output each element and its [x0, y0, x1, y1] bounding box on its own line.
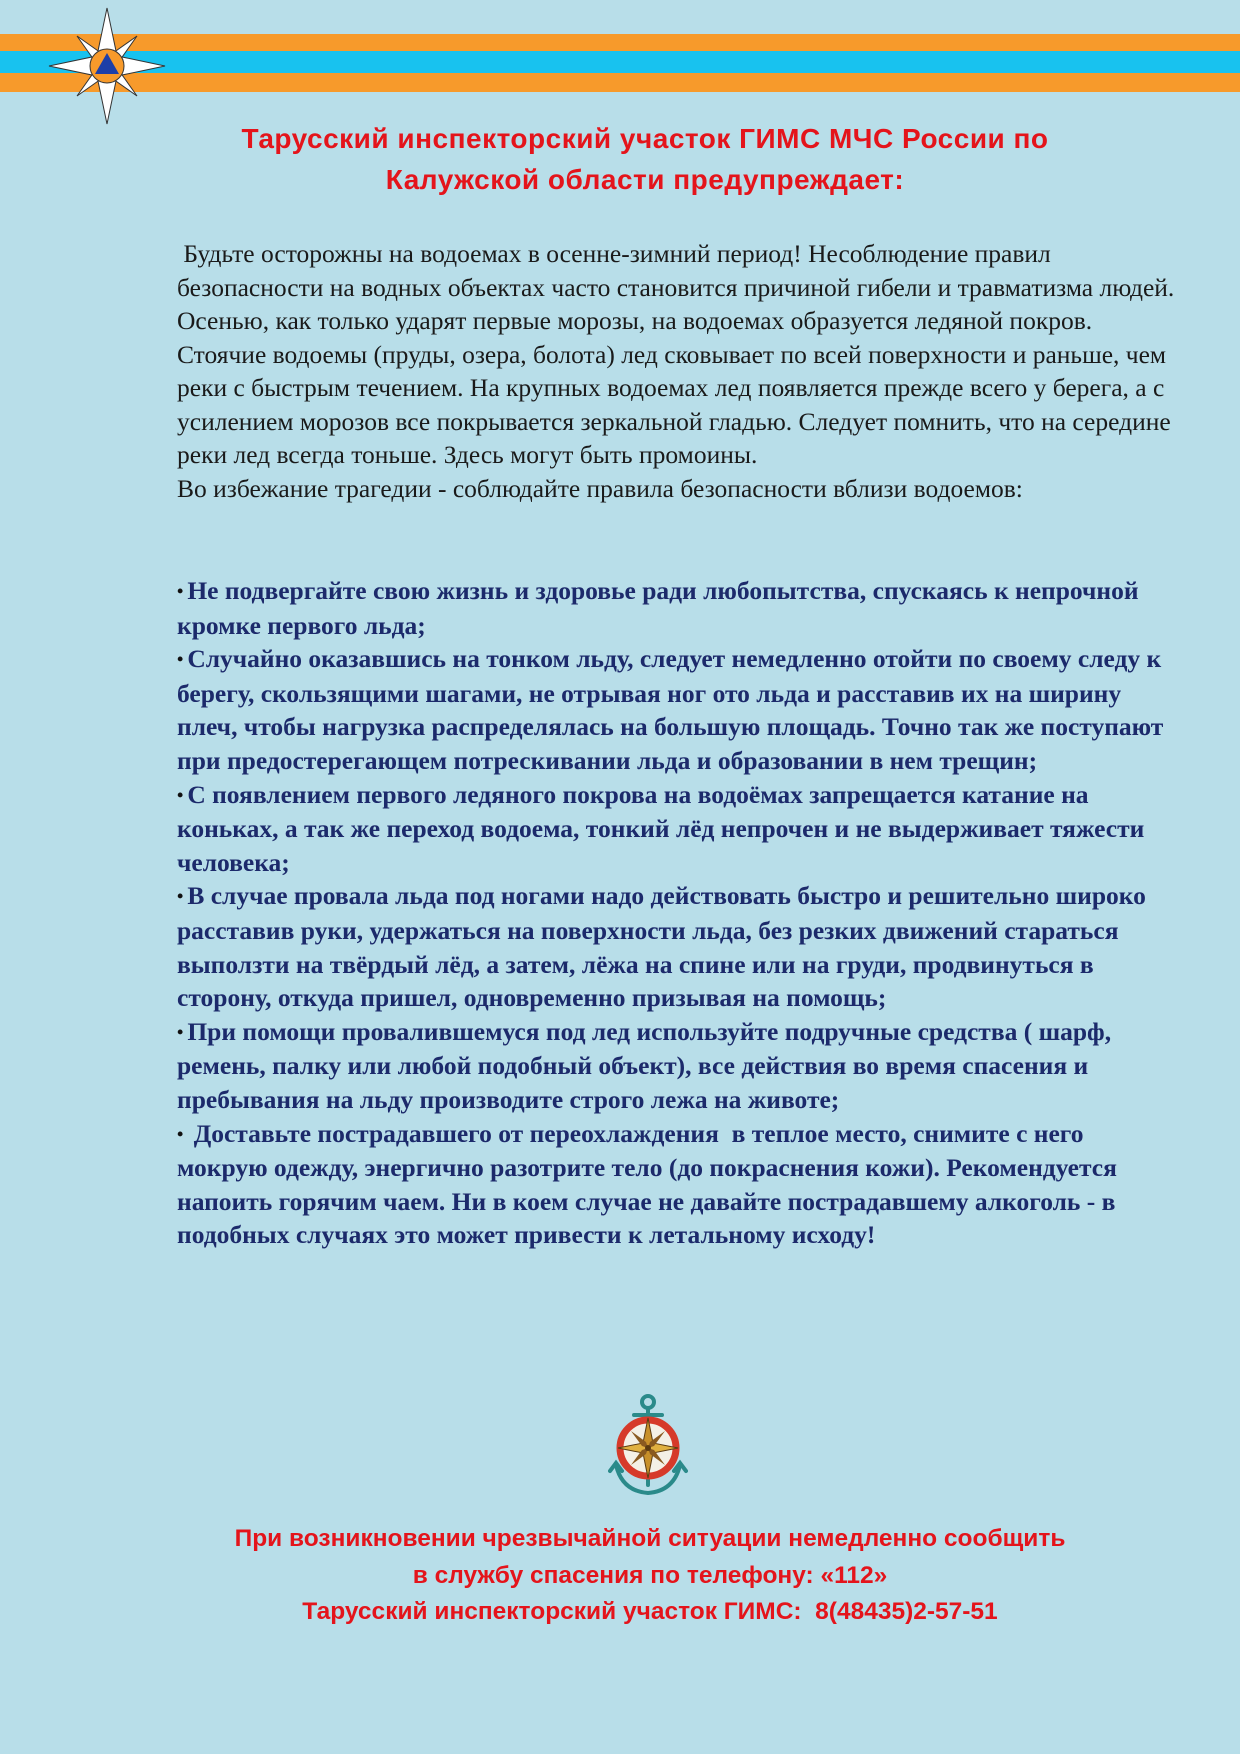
bullet-icon: •: [177, 581, 184, 601]
bullet-icon: •: [177, 886, 184, 907]
inspection-phone-line: Тарусский инспекторский участок ГИМС: 8(48435)2-57-51: [302, 1598, 998, 1625]
list-item-text: Случайно оказавшись на тонком льду, следует немедленно отойти по своему следу к берегу, скользящими шагами, не отрывая ног ото льда и расставив их на ширину плеч, чтобы нагрузка распределялась на большую площадь. Точно так же поступают при предостерегающем потрескивании льда и образовании в нем трещин;: [177, 644, 1164, 775]
header-stripe-blue: [0, 51, 1240, 73]
header-stripe-orange-bottom: [0, 73, 1240, 92]
list-item: [177, 778, 1177, 880]
list-item: [177, 1015, 1177, 1117]
intro-section: [177, 237, 1181, 505]
title-line-2: Калужской области предупреждает:: [385, 164, 905, 195]
list-item: [177, 574, 1177, 642]
bullet-icon: •: [177, 784, 184, 805]
emergency-contacts: [150, 1521, 1150, 1631]
list-item-text: Доставьте пострадавшего от переохлаждения в теплое место, снимите с него мокрую одежду, энергично разотрите тело (до покраснения кожи). Рекомендуется напоить горячим чаем. Ни в коем случае не давайте пострадавшему алкоголь - в подобных случаях это может привести к летальному исходу!: [177, 1118, 1124, 1250]
emergency-notice-line-1: При возникновении чрезвычайной ситуации немедленно сообщить: [234, 1525, 1066, 1552]
safety-rules-list: [177, 574, 1177, 1252]
list-item-text: В случае провала льда под ногами надо действовать быстро и решительно широко расставив руки, удержаться на поверхности льда, без резких движений стараться выползти на твёрдый лёд, а затем, лёжа на спине или на груди, продвинуться в сторону, откуда пришел, одновременно призывая на помощь;: [177, 881, 1146, 1013]
title-line-1: Тарусский инспекторский участок ГИМС МЧС России по: [241, 123, 1049, 154]
header-stripe-orange-top: [0, 34, 1240, 51]
list-item: [177, 1117, 1177, 1252]
list-item: [177, 642, 1177, 777]
mchs-star-emblem-icon: [46, 4, 168, 128]
intro-closing: Во избежание трагедии - соблюдайте правила безопасности вблизи водоемов:: [177, 473, 1023, 503]
page-title: [150, 118, 1140, 200]
bullet-icon: •: [177, 649, 184, 670]
list-item: [177, 879, 1177, 1014]
list-item-text: С появлением первого ледяного покрова на водоёмах запрещается катание на коньках, а так же переход водоема, тонкий лёд непрочен и не выдерживает тяжести человека;: [177, 779, 1145, 877]
list-item-text: Не подвергайте свою жизнь и здоровье ради любопытства, спускаясь к непрочной кромке первого льда;: [177, 576, 1139, 640]
emergency-notice-line-2: в службу спасения по телефону: «112»: [412, 1561, 888, 1589]
list-item-text: При помощи провалившемуся под лед используйте подручные средства ( шарф, ремень, палку или любой подобный объект), все действия во время спасения и пребывания на льду производите строго лежа на животе;: [177, 1016, 1112, 1114]
bullet-icon: •: [177, 1123, 184, 1144]
bullet-icon: •: [177, 1021, 184, 1042]
intro-paragraph: Будьте осторожны на водоемах в осенне-зимний период! Несоблюдение правил безопасности на водных объектах часто становится причиной гибели и травматизма людей. Осенью, как только ударят первые морозы, на водоемах образуется ледяной покров. Стоячие водоемы (пруды, озера, болота) лед сковывает по всей поверхности и раньше, чем реки с быстрым течением. На крупных водоемах лед появляется прежде всего у берега, а с усилением морозов все покрывается зеркальной гладью. Следует помнить, что на середине реки лед всегда тоньше. Здесь могут быть промоины.: [177, 239, 1181, 469]
gims-anchor-compass-icon: [608, 1393, 688, 1501]
